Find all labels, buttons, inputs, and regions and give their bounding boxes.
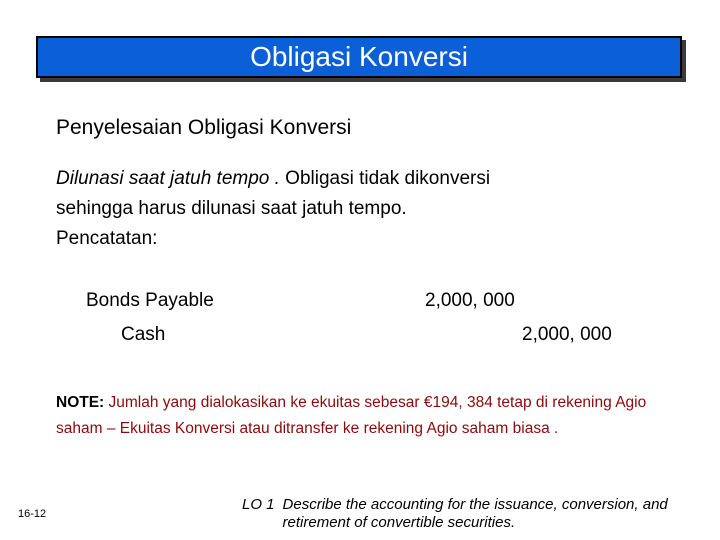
note-block bbox=[56, 390, 656, 442]
title-bar bbox=[36, 36, 682, 78]
lo-text: Describe the accounting for the issuance, conversion, and retirement of convertible securities. bbox=[282, 496, 668, 531]
body-paragraph bbox=[56, 164, 656, 254]
slide-number: 16-12 bbox=[18, 508, 47, 520]
debit-account: Bonds Payable bbox=[86, 290, 214, 311]
credit-amount: 2,000, 000 bbox=[522, 324, 612, 345]
note-text: Jumlah yang dialokasikan ke ekuitas sebesar €194, 384 tetap di rekening Agio saham – Ekuitas Konversi atau ditransfer ke rekening Agio saham biasa . bbox=[56, 394, 647, 437]
learning-objective bbox=[242, 496, 712, 532]
paragraph-line1: Obligasi tidak dikonversi bbox=[279, 168, 491, 189]
italic-lead: Dilunasi saat jatuh tempo . bbox=[56, 168, 280, 189]
slide-subtitle: Penyelesaian Obligasi Konversi bbox=[56, 116, 352, 139]
debit-amount: 2,000, 000 bbox=[425, 290, 515, 311]
paragraph-line2: sehingga harus dilunasi saat jatuh tempo. bbox=[56, 198, 407, 219]
lo-code: LO 1 bbox=[242, 496, 275, 513]
paragraph-line3: Pencatatan: bbox=[56, 228, 158, 249]
credit-account: Cash bbox=[121, 324, 166, 345]
slide-title: Obligasi Konversi bbox=[250, 41, 468, 72]
note-label: NOTE: bbox=[56, 394, 105, 411]
